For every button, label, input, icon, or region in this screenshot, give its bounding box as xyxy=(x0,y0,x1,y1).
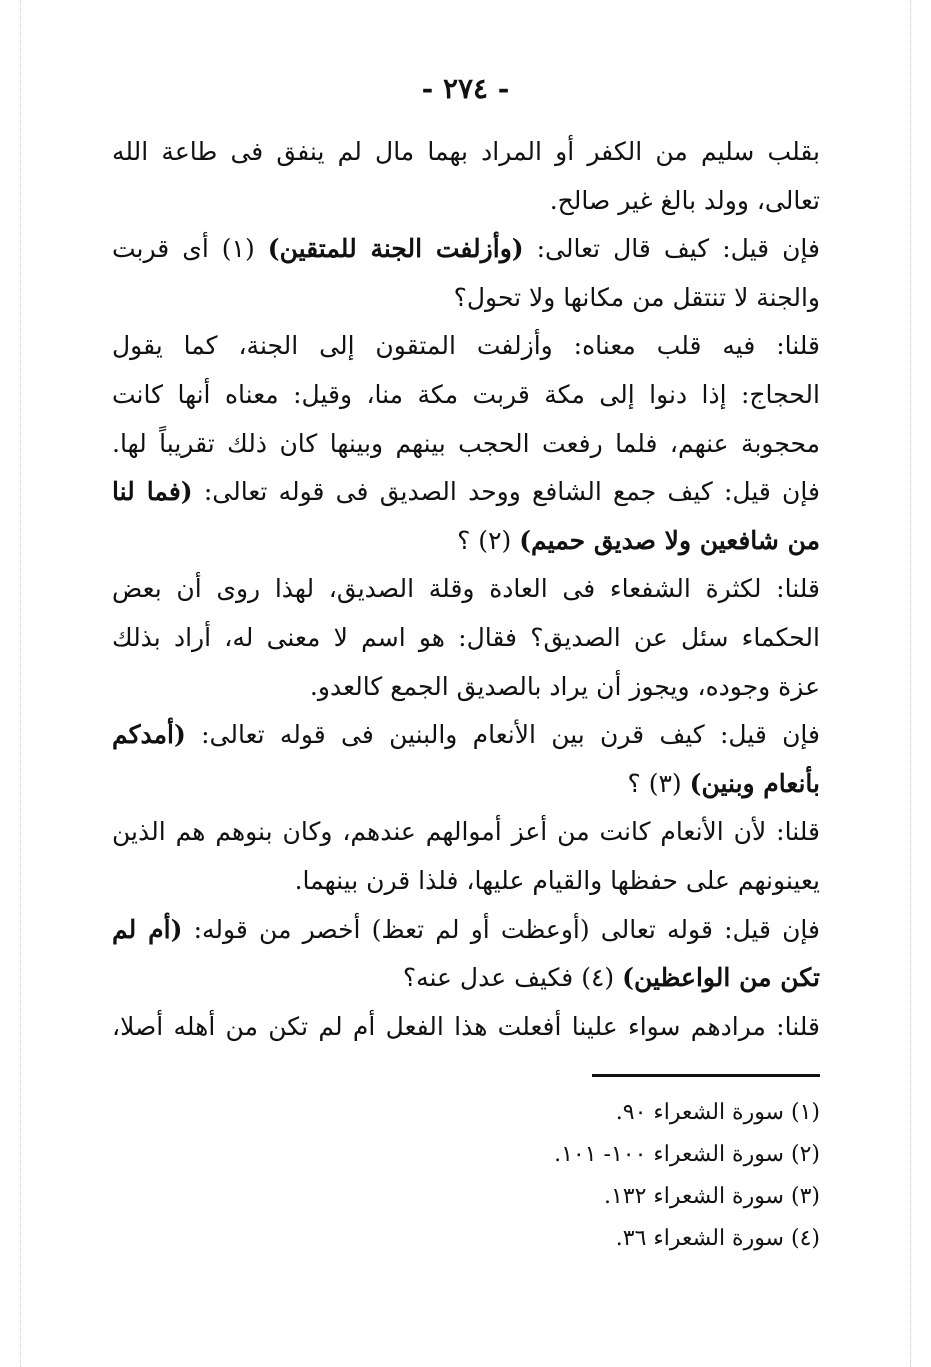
text-line: قلنا: فيه قلب معناه: وأزلفت المتقون إلى الجنة، كما يقول xyxy=(112,331,820,361)
quran-quote: تكن من الواعظين) xyxy=(622,963,820,993)
text-line: قلنا: لأن الأنعام كانت من أعز أموالهم عندهم، وكان بنوهم هم الذين xyxy=(112,817,820,847)
text-line: بقلب سليم من الكفر أو المراد بهما مال لم ينفق فى طاعة الله xyxy=(112,137,820,166)
text-line: والجنة لا تنتقل من مكانها ولا تحول؟ xyxy=(453,282,820,312)
quran-quote: (أمدكم xyxy=(112,720,186,750)
footnotes xyxy=(500,1092,820,1260)
text-line: بأنعام وبنين) (٣) ؟ xyxy=(627,768,820,798)
text-line: فإن قيل: كيف قرن بين الأنعام والبنين فى قوله تعالى: (أمدكم xyxy=(112,720,820,750)
scan-margin-dots xyxy=(20,0,21,1367)
page-number: - ٢٧٤ - xyxy=(421,72,510,105)
text-line: يعينونهم على حفظها والقيام عليها، فلذا قرن بينهما. xyxy=(294,865,820,895)
footnote-item: (٢) سورة الشعراء ١٠٠- ١٠١. xyxy=(554,1142,820,1167)
quran-quote: بأنعام وبنين) xyxy=(689,768,820,798)
text-line: فإن قيل: كيف قال تعالى: (وأزلفت الجنة للمتقين) (١) أى قربت xyxy=(112,234,820,264)
text-line: فإن قيل: قوله تعالى (أوعظت أو لم تعظ) أخصر من قوله: (أم لم xyxy=(112,914,820,944)
text-line: تعالى، وولد بالغ غير صالح. xyxy=(549,185,820,215)
quran-quote: (أم لم xyxy=(112,914,183,944)
text-line: عزة وجوده، ويجوز أن يراد بالصديق الجمع كالعدو. xyxy=(309,671,820,701)
footnote-item: (٤) سورة الشعراء ٣٦. xyxy=(615,1226,820,1251)
text-line: تكن من الواعظين) (٤) فكيف عدل عنه؟ xyxy=(402,963,820,993)
text-line: قلنا: لكثرة الشفعاء فى العادة وقلة الصديق، لهذا روى أن بعض xyxy=(112,574,820,604)
footnote-item: (١) سورة الشعراء ٩٠. xyxy=(615,1100,820,1125)
text-line: محجوبة عنهم، فلما رفعت الحجب بينهم وبينها كان ذلك تقريباً لها. xyxy=(112,428,820,458)
text-line: من شافعين ولا صديق حميم) (٢) ؟ xyxy=(457,525,820,555)
text-line: الحكماء سئل عن الصديق؟ فقال: هو اسم لا معنى له، أراد بذلك xyxy=(112,622,820,652)
quran-quote: (وأزلفت الجنة للمتقين) xyxy=(267,234,524,264)
footnote-divider xyxy=(592,1074,820,1077)
text-line: فإن قيل: كيف جمع الشافع ووحد الصديق فى قوله تعالى: (فما لنا xyxy=(112,477,820,507)
quran-quote: من شافعين ولا صديق حميم) xyxy=(519,525,820,555)
text-line: الحجاج: إذا دنوا إلى مكة قربت مكة منا، وقيل: معناه أنها كانت xyxy=(112,379,820,409)
body-text xyxy=(112,128,820,1051)
footnote-item: (٣) سورة الشعراء ١٣٢. xyxy=(603,1184,820,1209)
text-line: قلنا: مرادهم سواء علينا أفعلت هذا الفعل أم لم تكن من أهله أصلا، xyxy=(112,1011,820,1041)
quran-quote: (فما لنا xyxy=(112,477,193,507)
scan-margin-dots xyxy=(910,0,911,1367)
